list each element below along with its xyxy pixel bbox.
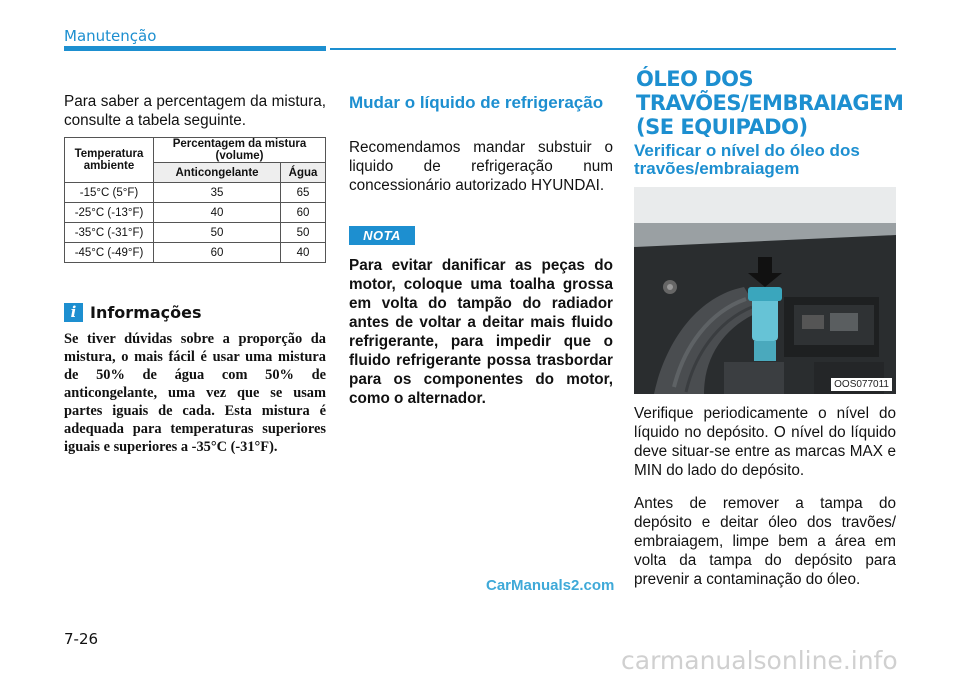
header-bar-thick bbox=[64, 46, 326, 51]
header-percentage: Percentagem da mistura (volume) bbox=[154, 138, 326, 163]
table-row bbox=[65, 183, 326, 203]
cell-anti: 35 bbox=[154, 183, 281, 203]
table-row bbox=[65, 203, 326, 223]
header-temperature: Temperatura ambiente bbox=[65, 138, 154, 183]
info-body: Se tiver dúvidas sobre a proporção da mistura, o mais fácil é usar uma mistura de 50% de água com 50% de anticongelante, uma vez que se usam partes iguais de cada. Esta mistura é adequada para temperaturas superiores iguais e superiores a -35°C (-31°F). bbox=[64, 331, 326, 455]
refill-paragraph: Antes de remover a tampa do depósito e deitar óleo dos travões/ embraiagem, limpe bem a área em volta da tampa do depósito para prevenir a contaminação do óleo. bbox=[634, 495, 896, 588]
mixture-table bbox=[64, 137, 326, 263]
cell-temp: -25°C (-13°F) bbox=[65, 203, 154, 223]
intro-paragraph: Para saber a percentagem da mistura, consulte a tabela seguinte. bbox=[64, 93, 326, 129]
cell-agua: 40 bbox=[281, 243, 326, 263]
cell-anti: 40 bbox=[154, 203, 281, 223]
photo-code-label: OOS077011 bbox=[831, 378, 892, 391]
engine-bay-illustration bbox=[634, 187, 896, 394]
brake-fluid-title-line1: ÓLEO DOS bbox=[636, 67, 754, 91]
cell-temp: -35°C (-31°F) bbox=[65, 223, 154, 243]
brake-fluid-title-line2: TRAVÕES/EMBRAIAGEM bbox=[636, 91, 904, 115]
cell-anti: 50 bbox=[154, 223, 281, 243]
note-body: Para evitar danificar as peças do motor, coloque uma toalha grossa em volta do tampão do radiador antes de voltar a deitar mais fluido refrigerante, para impedir que o fluido refrigerante possa trasbordar para os componentes do motor, como o alternador. bbox=[349, 257, 613, 407]
cell-temp: -45°C (-49°F) bbox=[65, 243, 154, 263]
info-title: Informações bbox=[90, 303, 202, 322]
coolant-change-heading: Mudar o líquido de refrigeração bbox=[349, 93, 604, 112]
page-number: 7-26 bbox=[64, 630, 99, 648]
cell-agua: 60 bbox=[281, 203, 326, 223]
cell-temp: -15°C (5°F) bbox=[65, 183, 154, 203]
table-row bbox=[65, 243, 326, 263]
carmanuals-watermark: CarManuals2.com bbox=[486, 577, 615, 594]
coolant-change-paragraph: Recomendamos mandar substuir o liquido de refrigeração num concessionário autorizado HYUNDAI. bbox=[349, 139, 613, 194]
brake-fluid-title bbox=[636, 67, 904, 139]
carmanualsonline-watermark: carmanualsonline.info bbox=[621, 646, 898, 675]
cell-agua: 50 bbox=[281, 223, 326, 243]
note-badge: NOTA bbox=[349, 226, 415, 245]
cell-agua: 65 bbox=[281, 183, 326, 203]
section-header-title: Manutenção bbox=[64, 27, 157, 45]
header-water: Água bbox=[281, 163, 326, 183]
header-bar-thin bbox=[330, 48, 896, 50]
info-icon: i bbox=[64, 303, 83, 322]
brake-reservoir-photo bbox=[634, 187, 896, 394]
check-level-heading: Verificar o nível do óleo dos travões/embraiagem bbox=[634, 141, 860, 178]
header-antifreeze: Anticongelante bbox=[154, 163, 281, 183]
table-row bbox=[65, 223, 326, 243]
cell-anti: 60 bbox=[154, 243, 281, 263]
check-level-paragraph: Verifique periodicamente o nível do líquido no depósito. O nível do líquido deve situar-se entre as marcas MAX e MIN do lado do depósito. bbox=[634, 405, 896, 479]
brake-fluid-title-line3: (SE EQUIPADO) bbox=[636, 115, 808, 139]
